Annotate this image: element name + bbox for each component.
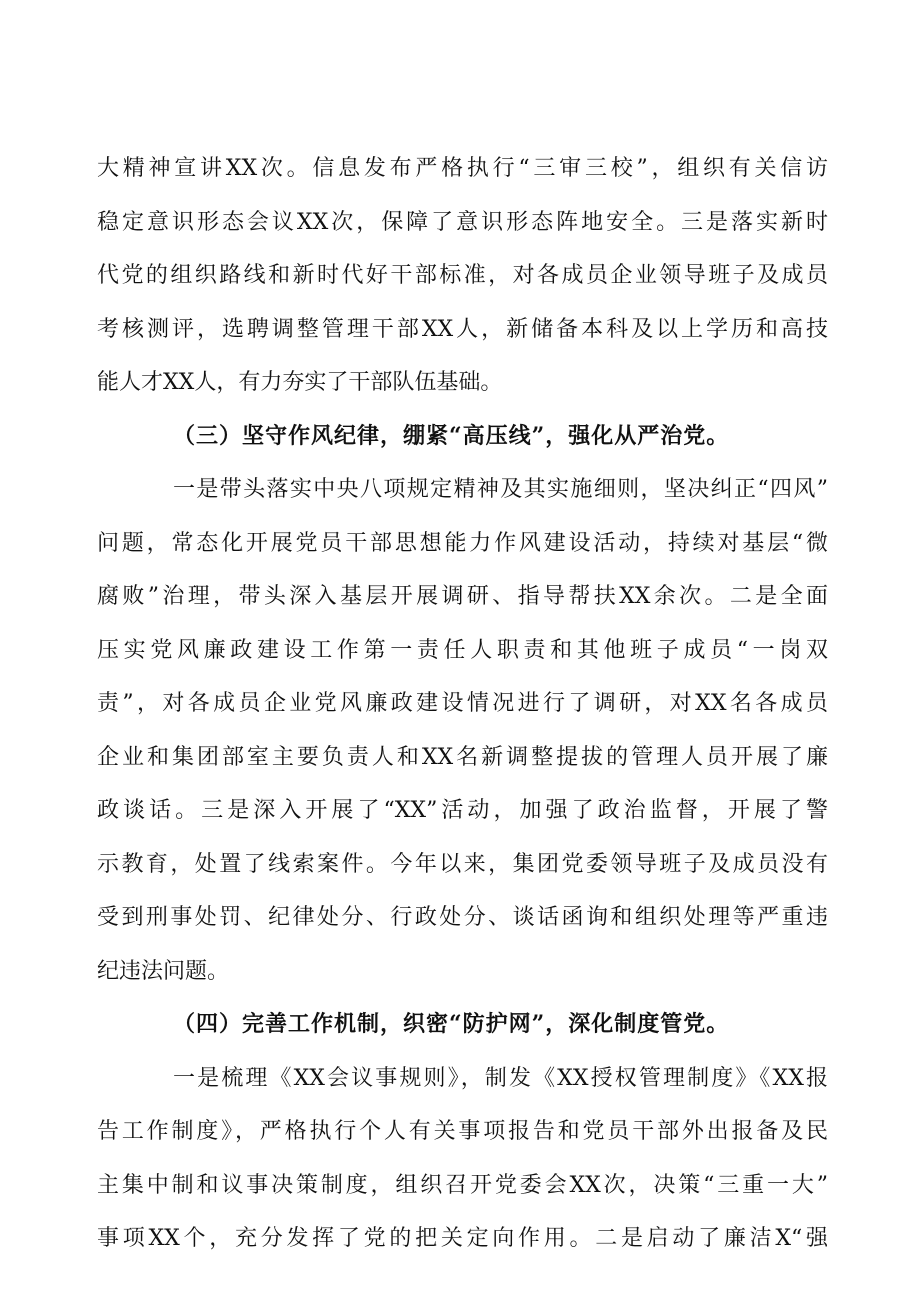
text-line: 考核测评，选聘调整管理干部XX人，新储备本科及以上学历和高技 <box>97 316 828 342</box>
paragraph-1 <box>97 142 828 410</box>
text-line: 事项XX个，充分发挥了党的把关定向作用。二是启动了廉洁X“强 <box>97 1226 828 1251</box>
text-line: 问题，常态化开展党员干部思想能力作风建设活动，持续对基层“微 <box>97 530 828 556</box>
text-line: 一是带头落实中央八项规定精神及其实施细则，坚决纠正“四风” <box>173 477 828 502</box>
document-body <box>97 142 828 1266</box>
text-line: 受到刑事处罚、纪律处分、行政处分、谈话函询和组织处理等严重违 <box>97 905 828 930</box>
paragraph-3 <box>97 1052 828 1266</box>
text-line: 一是梳理《XX会议事规则》，制发《XX授权管理制度》《XX报 <box>173 1065 828 1091</box>
text-line: 代党的组织路线和新时代好干部标准，对各成员企业领导班子及成员 <box>97 263 828 288</box>
text-line: 主集中制和议事决策制度，组织召开党委会XX次，决策“三重一大” <box>97 1172 828 1198</box>
paragraph-2 <box>97 463 828 998</box>
text-line: 稳定意识形态会议XX次，保障了意识形态阵地安全。三是落实新时 <box>97 209 828 235</box>
text-line: 责”，对各成员企业党风廉政建设情况进行了调研，对XX名各成员 <box>97 691 828 716</box>
text-line: 告工作制度》，严格执行个人有关事项报告和党员干部外出报备及民 <box>97 1119 828 1144</box>
text-line: 大精神宣讲XX次。信息发布严格执行“三审三校”，组织有关信访 <box>97 156 828 181</box>
text-line: 政谈话。三是深入开展了“XX”活动，加强了政治监督，开展了警 <box>97 798 828 823</box>
text-line: 压实党风廉政建设工作第一责任人职责和其他班子成员“一岗双 <box>97 637 828 663</box>
text-line: 能人才XX人，有力夯实了干部队伍基础。 <box>97 370 503 395</box>
text-line: 示教育，处置了线索案件。今年以来，集团党委领导班子及成员没有 <box>97 851 828 877</box>
section-heading-4: （四）完善工作机制，织密“防护网”，深化制度管党。 <box>173 1011 730 1037</box>
text-line: 企业和集团部室主要负责人和XX名新调整提拔的管理人员开展了廉 <box>97 744 828 770</box>
text-line: 纪违法问题。 <box>97 958 230 984</box>
text-line: 腐败”治理，带头深入基层开展调研、指导帮扶XX余次。二是全面 <box>97 584 828 609</box>
section-heading-3: （三）坚守作风纪律，绷紧“高压线”，强化从严治党。 <box>173 422 730 449</box>
